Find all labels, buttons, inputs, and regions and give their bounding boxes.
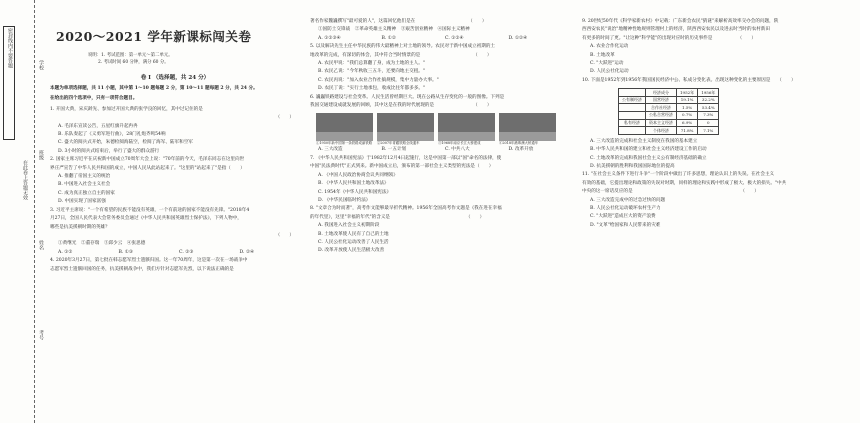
option-line: D. 人民公社化运动 [590, 69, 629, 75]
option-line: A. 《中国人民政治协商会议共同纲领》 [318, 172, 398, 178]
column-1 [50, 0, 300, 423]
table-row [619, 96, 719, 104]
option-line: D. 中国实现了国家富强 [58, 199, 106, 205]
table-cell: 7.1% [698, 127, 719, 135]
question-line: 的年代里》，这里"幸福的年代"的含义是 （ ） [310, 214, 485, 220]
option-line: B. 乐队奏起了《义勇军进行曲》，28门礼炮齐鸣54响 [58, 132, 166, 138]
table-header-cell: 1952年 [677, 89, 698, 97]
answer-paren: （ ） [275, 115, 294, 121]
option-line: A. 三大改造的完成和社会主义制度在我国的基本建立 [590, 138, 698, 144]
column-2 [310, 0, 572, 423]
photo-caption: ①1950年新中国第一条铁路成渝铁路 [316, 141, 373, 146]
question-line: 5. 以及解决先生主任中华民族的伟大最精神上对土地的领导。农民对于新中国成立初期的土 [310, 44, 496, 50]
option-line: A. 毛泽东宣读公告，五星红旗升起冉冉 [58, 123, 138, 129]
photo [316, 113, 373, 146]
binding-field-name: 姓名 [38, 240, 44, 250]
option-row [58, 249, 300, 257]
question-line: 8. "文章合为时而著"，高考作文能够最早折代精神。1956年全国高考作文题是《我在进在幸福 [310, 206, 502, 212]
option-line: B. 土地改革 [590, 52, 615, 58]
question-line: 界庄严宣告了中华人民共和国的成立，中国人民从此站起来了。"这里的"站起来了"是指（ ） [50, 165, 245, 171]
table-row [619, 119, 719, 127]
option: A. 三大改造 [318, 147, 343, 153]
question-line: 月27日，全国人民代表大会常务委员会通过《中华人民共和国英雄烈士保护法》，下列人物中， [50, 216, 242, 222]
photo-row [316, 113, 572, 146]
option-line: ①国防土交锋战 ②革命英雄主义精神 ③艰苦创业精神 ④国际主义精神 [318, 27, 470, 33]
option-line: B. 土地改革使人民有了自己的土地 [318, 231, 389, 237]
option: C. ①②④ [445, 35, 464, 41]
section-intro: 在给出的四个选项中，只有一项符合题目。 [50, 96, 138, 102]
question-line: 中国"民法典时代"正式到来。新中国成立后，颁布的第一部社会主义类型的宪法是（ ） [310, 164, 494, 170]
binding-field-class: 班级 [38, 150, 44, 160]
seal-box: 密封线内不要答题 [3, 26, 15, 140]
questions-col-3 [582, 18, 848, 230]
option-line: D. 抗美援朝的胜利和我国国际地位的提高 [590, 164, 675, 170]
question-line: 我国交通建设成就发展的回顾，其中这是在我的时代展现的是 （ ） [310, 103, 492, 109]
question-line: 7. 《中华人民共和国宪法》于1982年12月4日起施行，这是中国第一部以"国"命名的法律，使 [310, 155, 502, 161]
question-line: 志愿军烈士遗骸回国的任务，抗美援朝战争中，我们方针对志愿军先烈，以下说法正确的是 [50, 266, 234, 272]
table-header-row [619, 89, 719, 97]
option-line: B. 《中华人民共和国土地改革法》 [318, 181, 389, 187]
option-line: C. 盛大的阅兵式开始，朱德检阅海陆空，检阅了海军、陆军和空军 [58, 140, 193, 146]
table-cell [619, 104, 646, 112]
questions-col-1 [50, 106, 300, 274]
option-line: C. "大跃进"造成巨大的资产浪费 [590, 214, 656, 220]
option: B. ①② [381, 35, 397, 41]
questions-col-2 [310, 18, 572, 256]
note-line: 2. 考试时间 60 分钟，满分 60 分。 [98, 60, 169, 65]
section-intro: 本题为单项选择题，共 11 小题，其中第 1～10 题每题 2 分，第 10～11 题每题 2 分，共 24 分。 [50, 86, 258, 91]
option-line: C. 成为真正独立自主的国家 [58, 190, 115, 196]
photo-image [316, 113, 373, 141]
table-cell: 6.9% [677, 119, 698, 127]
option-line: A. 三大改造完成中的过急过快的问题 [590, 197, 666, 203]
table-cell: 合作社经济 [646, 104, 677, 112]
question-line: 1. 开国大典，宋庆龄先、参加过开国大典的张学良的回忆，其中过记住的是 [50, 106, 203, 112]
photo-caption: ④2018年港珠澳大桥通车 [499, 141, 539, 146]
question-line: 6. 巍巍铁路建设与社会变革。人民生活曾经期巨大。现在公路从生存变化的一般的图像。下列是 [310, 94, 505, 100]
photo-caption: ②2007年青藏铁路全线通车 [377, 141, 420, 146]
option-line: B. 中国进入社会主义社会 [58, 182, 111, 188]
question-line: 11. "在社会主义条件下进行斗争"一个阶段中做出了许多思想，理论认识上的失误。在社会主义 [582, 172, 775, 178]
table-cell: 公有制经济 [619, 96, 646, 104]
option: B. ①③ [118, 249, 134, 255]
option-line: D. 农民丁说："实行土地承包，收成比往年都多多。" [318, 86, 426, 92]
option-line: A. 农业合作化运动 [590, 44, 629, 50]
note-line: 说明：1. 考试范围：第一单元～第二单元。 [88, 53, 173, 58]
table-cell: 53.4% [698, 104, 719, 112]
table-cell: 19.1% [677, 96, 698, 104]
question-line: 西西安农民"说治"地精神性地规则管理村上的经济，陕西西安农民以及进去时当时的农村新田 [582, 27, 770, 33]
photo-image [499, 113, 556, 141]
photo-image [438, 113, 495, 141]
table-header-cell: 1956年 [698, 89, 719, 97]
table-cell: 0.7% [677, 112, 698, 120]
table-row [619, 104, 719, 112]
option-line: C. "大跃进"运动 [590, 61, 624, 67]
option-line: D. 3小时的阅兵式结束后，举行了盛大的群众游行 [58, 148, 160, 154]
question-line: 地改革的完成，有深切的体会，其中符合当时情景的是 （ ） [310, 52, 492, 58]
option-line: D. "文革"给国家和人民带来的灾难 [590, 222, 661, 228]
option-row [318, 35, 572, 43]
option: A. ①②③④ [318, 35, 341, 41]
binding-notes: 在此卷上答题无效 [22, 160, 28, 200]
option-line: D. 改革开放使人民生活极大改善 [318, 248, 385, 254]
question-line: 有更多的时间了更。"让这种"科学能"的出现对应时的历史事件是 （ ） [582, 35, 757, 41]
binding-field-school: 学校 [38, 60, 44, 70]
option: B. 一五计划 [381, 147, 407, 153]
table-row [619, 112, 719, 120]
option-line: B. 农民乙说："今年秋收三五斗，还要向地主交租。" [318, 69, 425, 75]
table-header-cell: 经济成分 [646, 89, 677, 97]
answer-paren-line [50, 114, 300, 122]
answer-paren-line [50, 232, 300, 240]
question-line: 中央的这一席话反应的是 （ ） [582, 189, 759, 195]
exam-notes [88, 52, 300, 66]
table-cell: 71.8% [677, 127, 698, 135]
table-cell: 资本主义经济 [646, 119, 677, 127]
table-cell: 私有经济 [619, 119, 646, 127]
column-3 [582, 0, 848, 423]
photo-caption: ③1968年南京长江大桥建成 [438, 141, 481, 146]
econ-table [618, 88, 719, 135]
table-cell [619, 127, 646, 135]
question-line: 4. 2020年3月27日，第七批在韩志愿军烈士遗骸归国。这一年70周年，这是第一次在一场战争中 [50, 258, 248, 264]
option-line: C. 人民公社化运动改善了人民生活 [318, 239, 389, 245]
table-row [619, 127, 719, 135]
table-cell: 7.3% [698, 112, 719, 120]
photo [499, 113, 556, 146]
question-line: 有效的基础，它提出理论和政策的失误对时期，同样的理论和实践中形成了极大、极大的损失。"中共 [582, 180, 787, 186]
option-line: A. 我国进入社会主义初期阶段 [318, 223, 380, 229]
option-line: ①黄继光 ②董存瑞 ③邱少云 ④张思德 [58, 241, 146, 247]
option-line: D. 《中华民国临时约法》 [318, 197, 371, 203]
table-cell: 0 [698, 119, 719, 127]
section-heading: 卷 Ⅰ （选择题，共 24 分） [140, 75, 210, 81]
option-line: A. 农民甲说："我们总算翻了身，成为土地的主人。" [318, 61, 425, 67]
table-cell [619, 112, 646, 120]
question-line: 9. 20世纪50年代《科学家新农村》中记载：广东新会农民"猜谜"来解析高效率交办会的问题，陕 [582, 19, 779, 24]
table-cell: 公私合营经济 [646, 112, 677, 120]
option-row [318, 146, 572, 154]
question-line: 3. 习近平主席说："一个有希望的民族不能没有英雄，一个有前途的国家不能没有先锋。"2018年4 [50, 207, 250, 213]
option-line: B. 人民公社化运动破坏农村生产力 [590, 206, 661, 212]
photo [377, 113, 434, 146]
option-line: C. 农民丙说："加入农业合作社搞规模，集中力量办大事。" [318, 77, 439, 83]
question-line: 著名作家魏巍撰写"最可爱的人"，这篇回忆他们是在 （ ） [310, 19, 487, 24]
photo [438, 113, 495, 146]
answer-paren: （ ） [275, 232, 294, 238]
table-cell: 1.5% [677, 104, 698, 112]
exam-title: 2020～2021 学年新课标闯关卷 [56, 29, 252, 44]
option-line: C. 1954年《中华人民共和国宪法》 [318, 189, 392, 195]
option: C. 中共八大 [445, 147, 470, 153]
photo-image [377, 113, 434, 141]
option-line: B. 中华人民共和国的建立和社会主义经济建设工作的启动 [590, 147, 707, 153]
table-cell: 个体经济 [646, 127, 677, 135]
option: D. 改革开放 [508, 147, 534, 153]
table-header-cell [619, 89, 646, 97]
question-line: 2. 国家主席习近平在庆祝新中国成立70周年大会上说："70年前的今天，毛泽东同志在这里向世 [50, 157, 245, 163]
table-cell: 32.2% [698, 96, 719, 104]
option: D. ①②④ [508, 35, 528, 41]
option: A. ①② [58, 249, 73, 255]
option: C. ②③ [179, 249, 194, 255]
binding-field-id: 考号 [38, 330, 44, 340]
cut-line [34, 0, 35, 423]
table-cell: 国营经济 [646, 96, 677, 104]
question-line: 10. 下面是1952年到1956年我国国民经济中公、私成分变化表。出现这种变化的主要原因是 （ ） [582, 77, 796, 83]
option: D. ②④ [239, 249, 255, 255]
option-line: C. 土地改革的完成和我国社会主义公有制经济基础的确立 [590, 155, 707, 161]
question-line: 哪些是抗美援朝时期的英雄？ [50, 224, 110, 230]
option-line: A. 推翻了帝国主义的统治 [58, 174, 111, 180]
binding-margin [0, 0, 44, 423]
